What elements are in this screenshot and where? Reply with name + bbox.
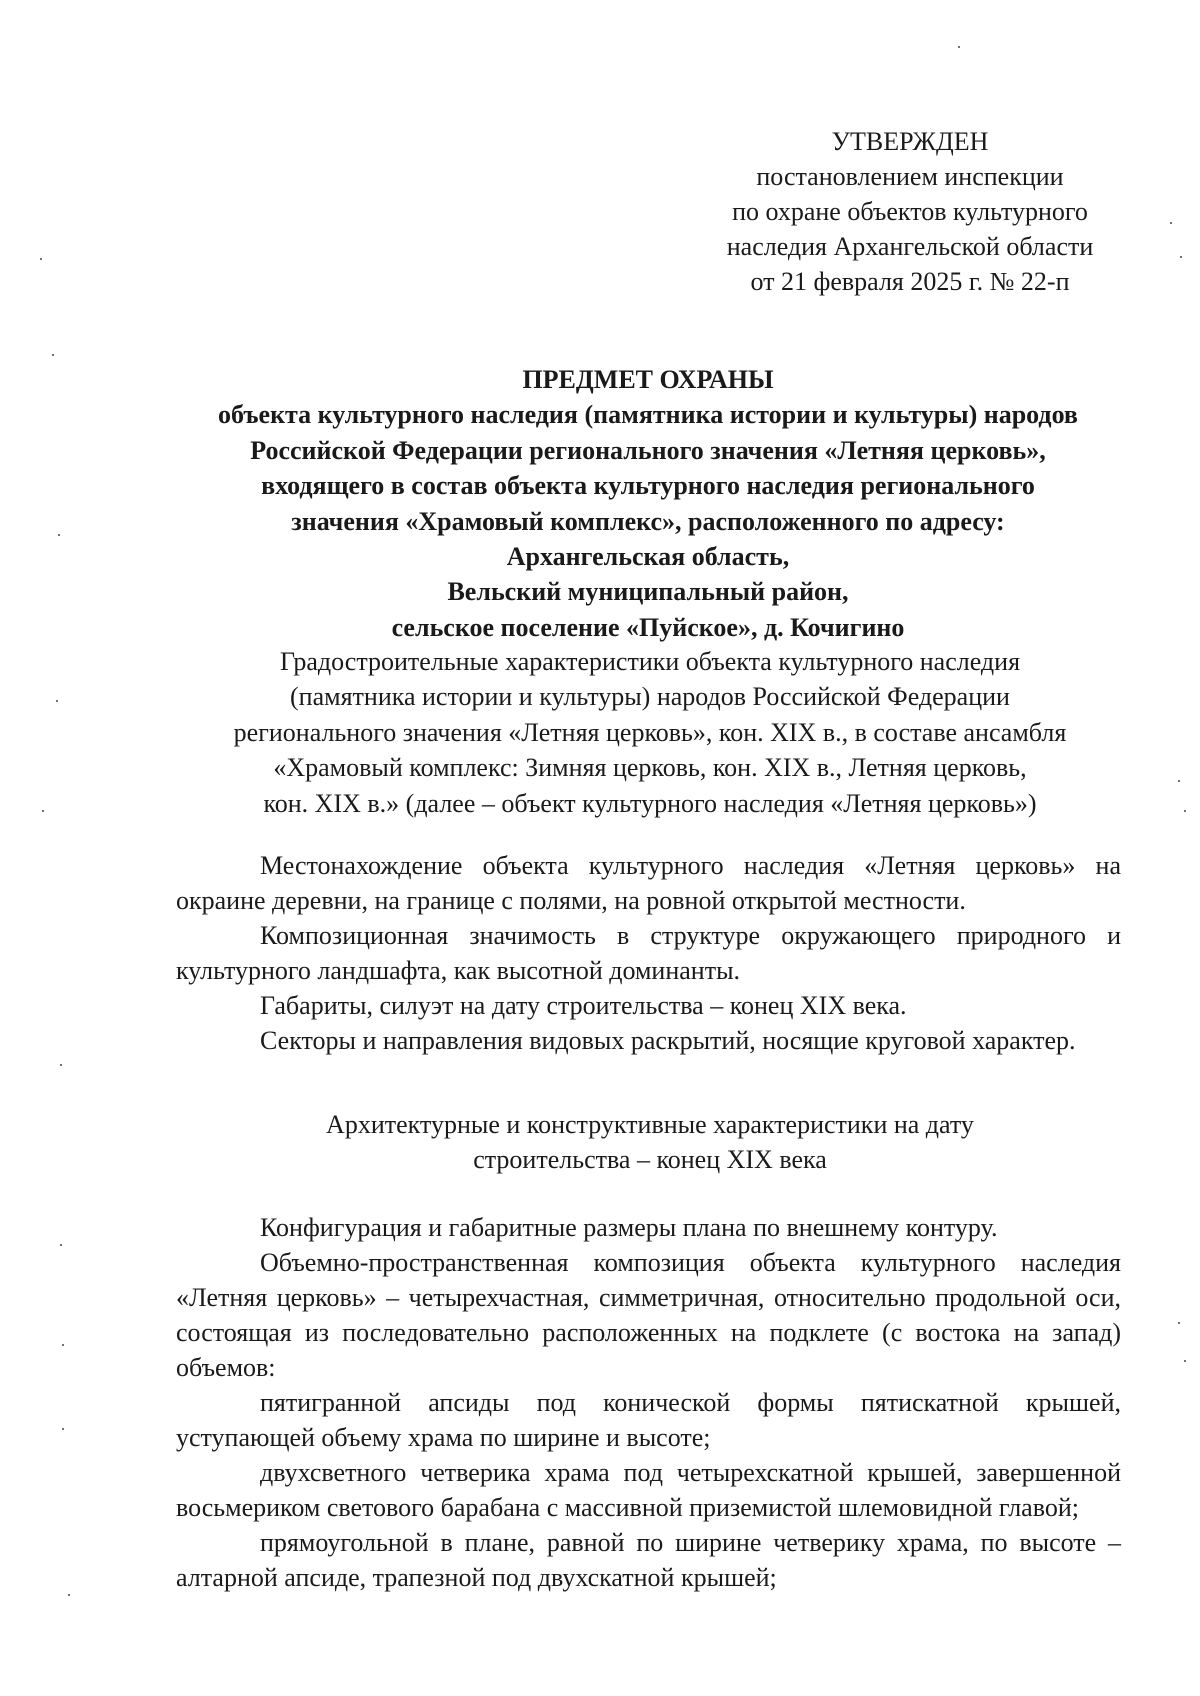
title-line: сельское поселение «Пуйское», д. Кочигино: [391, 612, 905, 642]
scan-speck: [62, 1428, 64, 1430]
section-heading-line: строительства – конец XIX века: [473, 1145, 827, 1175]
section-heading-line: регионального значения «Летняя церковь», кон. XIX в., в составе ансамбля: [233, 717, 1067, 747]
scan-speck: [68, 1594, 70, 1596]
scan-speck: [42, 810, 44, 812]
scan-speck: [52, 354, 54, 356]
approval-line: по охране объектов культурного: [732, 197, 1088, 226]
title-line: объекта культурного наследия (памятника истории и культуры) народов: [218, 400, 1078, 430]
scan-speck: [1184, 810, 1186, 812]
scan-speck: [60, 1244, 62, 1246]
document-title: [168, 362, 1128, 645]
paragraph: Секторы и направления видовых раскрытий, носящие круговой характер.: [260, 1026, 1076, 1055]
section-heading-architecture: [190, 1107, 1110, 1178]
title-line: Архангельская область,: [506, 541, 790, 571]
approval-stamp: [700, 124, 1120, 299]
section-heading-line: кон. XIX в.» (далее – объект культурного наследия «Летняя церковь»): [263, 788, 1037, 818]
title-line: Вельский муниципальный район,: [447, 577, 849, 607]
section-heading-line: (памятника истории и культуры) народов Российской Федерации: [290, 682, 1010, 712]
section-urban-body: [176, 848, 1121, 1058]
scan-speck: [1170, 222, 1172, 224]
section-heading-line: Архитектурные и конструктивные характеристики на дату: [326, 1110, 974, 1139]
scan-speck: [60, 1064, 62, 1066]
section-heading-urban: [180, 644, 1120, 821]
scan-speck: [1178, 1322, 1180, 1324]
title-line: входящего в состав объекта культурного наследия регионального: [261, 471, 1035, 501]
scan-speck: [1180, 256, 1182, 258]
approval-line: наследия Архангельской области: [726, 232, 1094, 261]
approval-line: от 21 февраля 2025 г. № 22-п: [750, 267, 1070, 296]
title-line: значения «Храмовый комплекс», расположенного по адресу:: [291, 506, 1005, 536]
title-heading: ПРЕДМЕТ ОХРАНЫ: [522, 365, 774, 394]
title-line: Российской Федерации регионального значения «Летняя церковь»,: [250, 435, 1046, 465]
approval-line: УТВЕРЖДЕН: [831, 127, 989, 156]
paragraph: Композиционная значимость в структуре окружающего природного и культурного ландшафта, как высотной доминанты.: [176, 921, 1121, 985]
list-item: прямоугольной в плане, равной по ширине четверику храма, по высоте – алтарной апсиде, трапезной под двухскатной крышей;: [176, 1528, 1121, 1592]
approval-line: постановлением инспекции: [756, 162, 1064, 191]
list-item: пятигранной апсиды под конической формы пятискатной крышей, уступающей объему храма по ширине и высоте;: [176, 1388, 1121, 1452]
scan-speck: [1184, 1360, 1186, 1362]
scan-speck: [958, 46, 960, 48]
scan-speck: [56, 700, 58, 702]
paragraph: Габариты, силуэт на дату строительства – конец XIX века.: [260, 991, 907, 1020]
list-item: двухсветного четверика храма под четырехскатной крышей, завершенной восьмериком светового барабана с массивной приземистой шлемовидной главой;: [176, 1458, 1121, 1522]
scan-speck: [40, 258, 42, 260]
paragraph: Конфигурация и габаритные размеры плана по внешнему контуру.: [260, 1213, 998, 1242]
scan-speck: [58, 534, 60, 536]
scan-speck: [62, 1344, 64, 1346]
scan-speck: [1178, 780, 1180, 782]
section-heading-line: «Храмовый комплекс: Зимняя церковь, кон. XIX в., Летняя церковь,: [273, 753, 1027, 783]
section-heading-line: Градостроительные характеристики объекта культурного наследия: [279, 647, 1021, 676]
paragraph: Местонахождение объекта культурного наследия «Летняя церковь» на окраине деревни, на границе с полями, на ровной открытой местности.: [176, 851, 1121, 915]
section-architecture-body: [176, 1210, 1121, 1595]
paragraph: Объемно-пространственная композиция объекта культурного наследия «Летняя церковь» – четырехчастная, симметричная, относительно продольной оси, состоящая из последовательно расположенных на подклете (с востока на запад) объемов:: [176, 1248, 1121, 1382]
